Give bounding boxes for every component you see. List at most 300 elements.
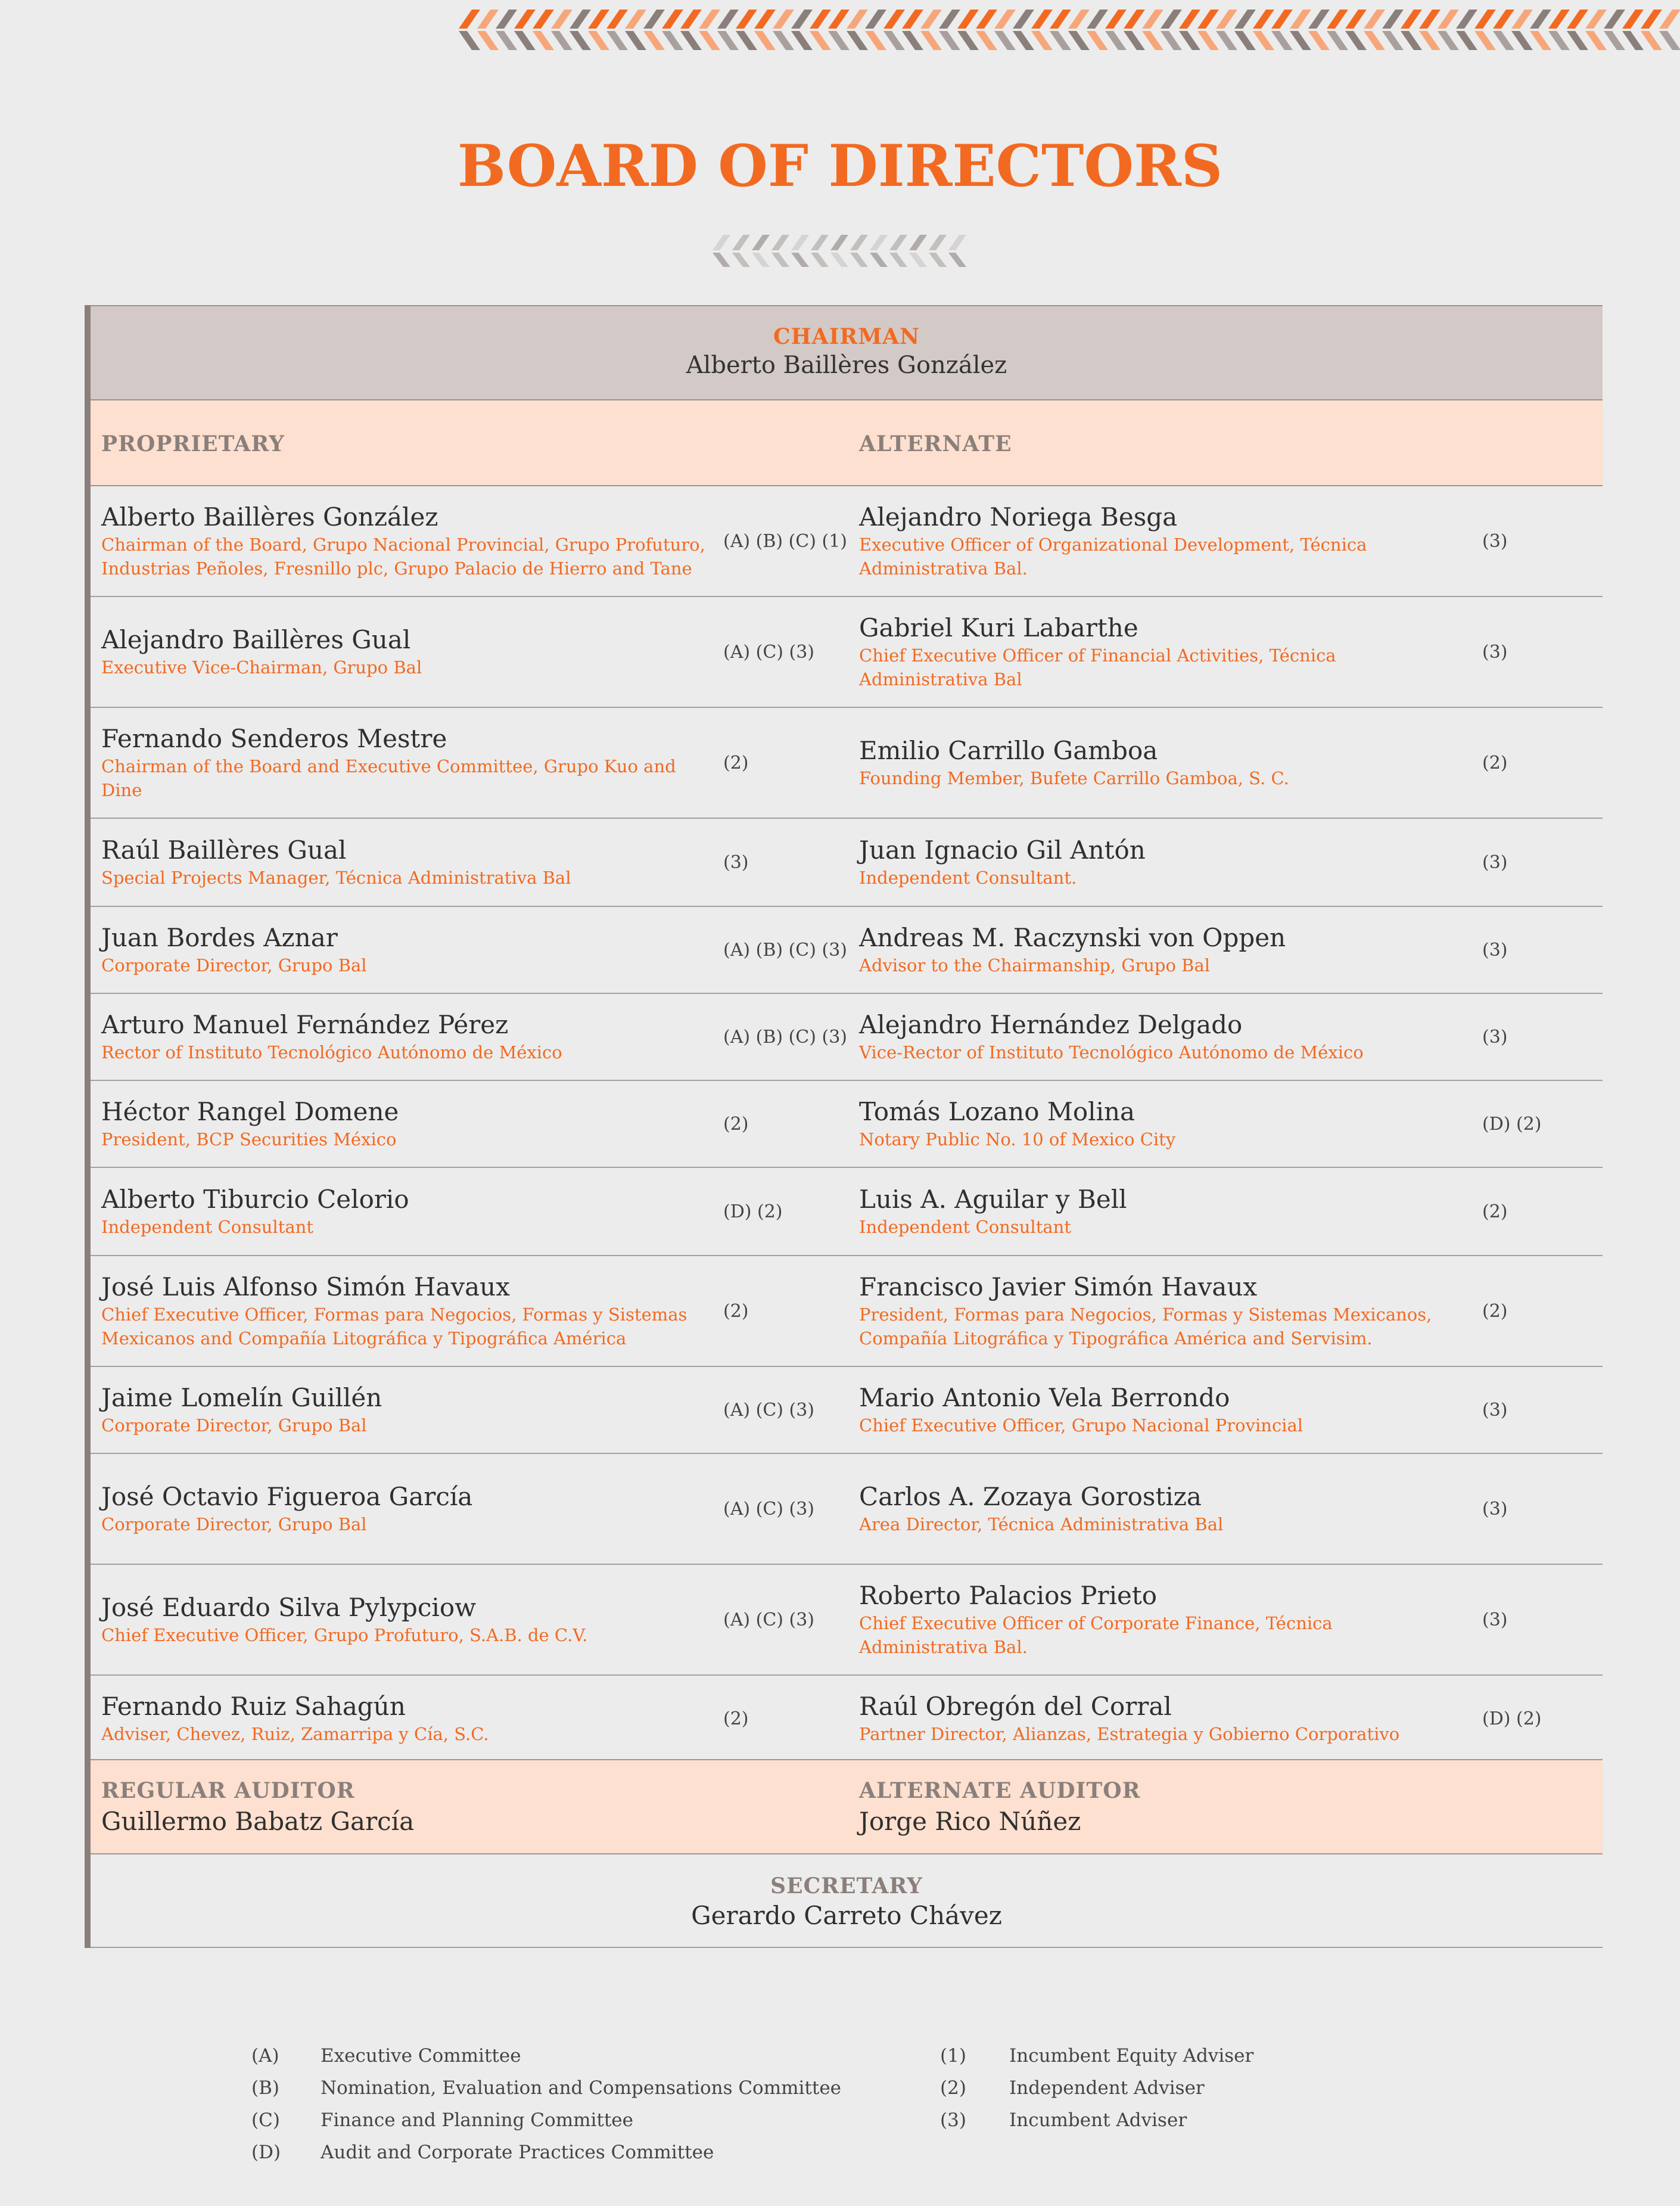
proprietary-member-name: Arturo Manuel Fernández Pérez xyxy=(101,1010,509,1039)
chevron-shape xyxy=(883,10,905,29)
proprietary-member-codes: (A) (C) (3) xyxy=(723,1498,815,1520)
alternate-member-codes: (D) (2) xyxy=(1482,1113,1542,1135)
chevron-shape xyxy=(680,10,702,29)
chevron-shape xyxy=(588,10,609,29)
proprietary-member-role: Adviser, Chevez, Ruiz, Zamarripa y Cía, S.C. xyxy=(101,1724,489,1744)
chevron-shape xyxy=(713,235,730,250)
chevron-shape xyxy=(1493,31,1514,50)
chevron-shape xyxy=(1419,10,1441,29)
chevron-shape xyxy=(1622,10,1644,29)
alternate-member-name: Carlos A. Zozaya Gorostiza xyxy=(859,1482,1202,1511)
chevron-shape xyxy=(1659,10,1680,29)
alternate-member-codes: (3) xyxy=(1482,1498,1508,1520)
chevron-shape xyxy=(514,10,536,29)
chevron-shape xyxy=(870,235,888,250)
regular-auditor-name: Guillermo Babatz García xyxy=(101,1807,415,1836)
chevron-shape xyxy=(752,235,770,250)
proprietary-member-role: Independent Consultant xyxy=(101,1217,313,1237)
chevron-shape xyxy=(459,10,480,29)
chevron-shape xyxy=(514,31,536,50)
proprietary-member xyxy=(101,1081,709,1167)
chevron-shape xyxy=(1271,31,1293,50)
chevron-shape xyxy=(625,31,646,50)
chevron-shape xyxy=(976,31,997,50)
chevron-shape xyxy=(754,31,776,50)
alternate-auditor-label: ALTERNATE AUDITOR xyxy=(859,1778,1141,1803)
chevron-shape xyxy=(736,31,757,50)
proprietary-member-name: Raúl Baillères Gual xyxy=(101,835,347,865)
chevron-shape xyxy=(1474,10,1496,29)
chevron-shape xyxy=(459,31,480,50)
chevron-shape xyxy=(1530,10,1551,29)
chevron-shape xyxy=(1345,10,1367,29)
board-row xyxy=(91,486,1603,597)
column-headers xyxy=(91,400,1603,486)
chevron-shape xyxy=(643,10,665,29)
proprietary-member-codes: (A) (C) (3) xyxy=(723,641,815,663)
chevron-shape xyxy=(889,235,907,250)
chevron-shape xyxy=(889,253,907,267)
alternate-member-codes: (3) xyxy=(1482,1609,1508,1630)
chevron-shape xyxy=(1290,31,1311,50)
chevron-shape xyxy=(477,10,499,29)
chevron-shape xyxy=(717,31,739,50)
secretary-section xyxy=(91,1854,1603,1948)
chevron-shape xyxy=(1474,31,1496,50)
board-row xyxy=(91,1676,1603,1763)
chevron-shape xyxy=(1308,10,1330,29)
committees-legend-key: (D) xyxy=(251,2142,281,2163)
chevron-shape xyxy=(1142,10,1163,29)
alternate-member-name: Tomás Lozano Molina xyxy=(859,1097,1135,1126)
proprietary-member-codes: (2) xyxy=(723,752,749,773)
chevron-shape xyxy=(1105,10,1127,29)
chevron-shape xyxy=(732,253,750,267)
alternate-member xyxy=(859,1367,1455,1453)
alternate-member-codes: (3) xyxy=(1482,852,1508,873)
chevron-shape xyxy=(1308,31,1330,50)
chevron-shape xyxy=(1382,10,1404,29)
chevron-shape xyxy=(1548,10,1570,29)
alternate-member-name: Luis A. Aguilar y Bell xyxy=(859,1185,1127,1214)
chevron-shape xyxy=(810,10,831,29)
alternate-member xyxy=(859,486,1455,596)
proprietary-member-codes: (A) (C) (3) xyxy=(723,1609,815,1630)
chevron-shape xyxy=(1087,31,1108,50)
chevron-shape xyxy=(477,31,499,50)
alternate-member-role: Chief Executive Officer, Grupo Nacional Provincial xyxy=(859,1415,1303,1436)
chevron-shape xyxy=(1604,10,1625,29)
chevron-shape xyxy=(1234,31,1256,50)
board-row xyxy=(91,994,1603,1081)
proprietary-member xyxy=(101,819,709,906)
proprietary-member-role: Corporate Director, Grupo Bal xyxy=(101,1514,367,1534)
chevron-shape xyxy=(1161,31,1182,50)
chevron-shape xyxy=(902,10,923,29)
chevron-shape xyxy=(791,10,813,29)
alternate-member-codes: (3) xyxy=(1482,939,1508,961)
chevron-shape xyxy=(929,235,947,250)
chevron-shape xyxy=(1585,10,1607,29)
chevron-shape xyxy=(1548,31,1570,50)
chevron-shape xyxy=(902,31,923,50)
chevron-shape xyxy=(606,31,628,50)
chairman-section xyxy=(91,305,1603,400)
title-chevron-ornament xyxy=(705,230,979,272)
advisers-legend-text: Incumbent Equity Adviser xyxy=(1009,2045,1254,2067)
committees-legend-text: Audit and Corporate Practices Committee xyxy=(321,2142,714,2163)
chevron-shape xyxy=(771,235,789,250)
chevron-shape xyxy=(865,10,886,29)
chevron-shape xyxy=(1585,31,1607,50)
chevron-shape xyxy=(1659,31,1680,50)
auditors-section xyxy=(91,1759,1603,1854)
chevron-shape xyxy=(1438,31,1459,50)
alternate-member-role: Independent Consultant. xyxy=(859,868,1077,888)
chevron-shape xyxy=(909,253,927,267)
chevron-shape xyxy=(1234,10,1256,29)
chevron-shape xyxy=(811,253,829,267)
chevron-shape xyxy=(1105,31,1127,50)
proprietary-member-role: Corporate Director, Grupo Bal xyxy=(101,1415,367,1436)
chevron-shape xyxy=(717,10,739,29)
proprietary-member-role: Chief Executive Officer, Formas para Negocios, Formas y Sistemas Mexicanos and Compañía Litográfica y Tipográfica América xyxy=(101,1304,687,1349)
chevron-shape xyxy=(909,235,927,250)
chevron-shape xyxy=(870,253,888,267)
alternate-member xyxy=(859,1676,1455,1761)
chevron-shape xyxy=(957,10,979,29)
chairman-name: Alberto Baillères González xyxy=(686,352,1007,379)
chevron-shape xyxy=(830,235,848,250)
chevron-shape xyxy=(496,10,517,29)
alternate-member xyxy=(859,1256,1455,1366)
proprietary-member xyxy=(101,994,709,1080)
alternate-member-codes: (3) xyxy=(1482,530,1508,552)
proprietary-member-role: Special Projects Manager, Técnica Administrativa Bal xyxy=(101,868,571,888)
alternate-member-role: Chief Executive Officer of Corporate Finance, Técnica Administrativa Bal. xyxy=(859,1613,1333,1657)
chevron-shape xyxy=(680,31,702,50)
chevron-shape xyxy=(828,31,850,50)
chevron-shape xyxy=(1345,31,1367,50)
chevron-shape xyxy=(1124,10,1145,29)
proprietary-member-name: Jaime Lomelín Guillén xyxy=(101,1383,382,1412)
chevron-shape xyxy=(994,10,1016,29)
chevron-shape xyxy=(1493,10,1514,29)
top-chevron-ornament xyxy=(453,5,1680,54)
proprietary-header: PROPRIETARY xyxy=(101,431,285,456)
proprietary-member-codes: (2) xyxy=(723,1300,749,1322)
alternate-member-name: Andreas M. Raczynski von Oppen xyxy=(859,923,1286,952)
chevron-shape xyxy=(939,10,960,29)
proprietary-member-codes: (A) (B) (C) (3) xyxy=(723,939,847,961)
chevron-shape xyxy=(771,253,789,267)
committees-legend-text: Finance and Planning Committee xyxy=(321,2109,634,2131)
proprietary-member-name: José Eduardo Silva Pylypciow xyxy=(101,1593,477,1622)
chevron-shape xyxy=(850,253,868,267)
chevron-shape xyxy=(1401,10,1422,29)
alternate-member-role: Independent Consultant xyxy=(859,1217,1071,1237)
alternate-member-role: President, Formas para Negocios, Formas y Sistemas Mexicanos, Compañía Litográfica y Tipográfica América and Servisim. xyxy=(859,1304,1432,1349)
proprietary-member-codes: (A) (B) (C) (1) xyxy=(723,530,847,552)
proprietary-member-name: Fernando Ruiz Sahagún xyxy=(101,1692,406,1721)
chevron-shape xyxy=(865,31,886,50)
proprietary-member xyxy=(101,486,709,596)
proprietary-member xyxy=(101,1565,709,1674)
proprietary-member xyxy=(101,1367,709,1453)
advisers-legend-text: Incumbent Adviser xyxy=(1009,2109,1187,2131)
chevron-shape xyxy=(830,253,848,267)
alternate-member-codes: (3) xyxy=(1482,1026,1508,1048)
chevron-shape xyxy=(1364,10,1385,29)
alternate-auditor-name: Jorge Rico Núñez xyxy=(859,1807,1081,1836)
chevron-shape xyxy=(1622,31,1644,50)
chevron-shape xyxy=(1216,10,1237,29)
board-row xyxy=(91,597,1603,708)
proprietary-member-codes: (2) xyxy=(723,1113,749,1135)
alternate-member-name: Francisco Javier Simón Havaux xyxy=(859,1272,1258,1301)
chevron-shape xyxy=(1068,31,1090,50)
alternate-member xyxy=(859,907,1455,993)
chevron-shape xyxy=(939,31,960,50)
advisers-legend-key: (3) xyxy=(940,2109,966,2131)
chairman-label: CHAIRMAN xyxy=(773,324,920,349)
chevron-shape xyxy=(1604,31,1625,50)
alternate-member-name: Roberto Palacios Prieto xyxy=(859,1581,1158,1610)
chevron-shape xyxy=(1456,31,1477,50)
chevron-shape xyxy=(994,31,1016,50)
proprietary-member-codes: (A) (C) (3) xyxy=(723,1399,815,1421)
proprietary-member xyxy=(101,597,709,707)
chevron-shape xyxy=(496,31,517,50)
chevron-shape xyxy=(1327,10,1348,29)
chevron-shape xyxy=(1327,31,1348,50)
alternate-member-role: Partner Director, Alianzas, Estrategia y Gobierno Corporativo xyxy=(859,1724,1400,1744)
proprietary-member xyxy=(101,708,709,818)
proprietary-member-role: Chairman of the Board and Executive Committee, Grupo Kuo and Dine xyxy=(101,756,676,800)
advisers-legend-text: Independent Adviser xyxy=(1009,2077,1205,2099)
chevron-shape xyxy=(754,10,776,29)
alternate-member xyxy=(859,1081,1455,1167)
proprietary-member xyxy=(101,907,709,993)
board-row xyxy=(91,1168,1603,1256)
proprietary-member-role: Chief Executive Officer, Grupo Profuturo, S.A.B. de C.V. xyxy=(101,1625,588,1645)
chevron-shape xyxy=(847,10,868,29)
chevron-shape xyxy=(551,10,573,29)
alternate-member xyxy=(859,597,1455,707)
chevron-shape xyxy=(791,235,809,250)
proprietary-member xyxy=(101,1676,709,1761)
chevron-shape xyxy=(752,253,770,267)
chevron-shape xyxy=(1382,31,1404,50)
chevron-shape xyxy=(732,235,750,250)
chevron-shape xyxy=(883,31,905,50)
alternate-header: ALTERNATE xyxy=(859,431,1012,456)
chevron-shape xyxy=(1031,31,1053,50)
chevron-shape xyxy=(1290,10,1311,29)
alternate-member-codes: (2) xyxy=(1482,752,1508,773)
secretary-label: SECRETARY xyxy=(770,1873,923,1899)
alternate-member-name: Emilio Carrillo Gamboa xyxy=(859,736,1158,765)
secretary-name: Gerardo Carreto Chávez xyxy=(691,1901,1002,1930)
alternate-member xyxy=(859,994,1455,1080)
alternate-member-role: Area Director, Técnica Administrativa Bal xyxy=(859,1514,1224,1534)
board-row xyxy=(91,907,1603,994)
proprietary-member-codes: (D) (2) xyxy=(723,1201,783,1222)
board-row xyxy=(91,1565,1603,1676)
chevron-shape xyxy=(1253,31,1274,50)
chevron-shape xyxy=(1253,10,1274,29)
chevron-shape xyxy=(662,10,683,29)
chevron-shape xyxy=(662,31,683,50)
alternate-member-name: Raúl Obregón del Corral xyxy=(859,1692,1172,1721)
chevron-shape xyxy=(791,31,813,50)
chevron-shape xyxy=(1179,31,1200,50)
chevron-shape xyxy=(699,10,720,29)
chevron-shape xyxy=(588,31,609,50)
proprietary-member-name: Fernando Senderos Mestre xyxy=(101,724,447,753)
chevron-shape xyxy=(847,31,868,50)
board-row xyxy=(91,1367,1603,1454)
chevron-shape xyxy=(1124,31,1145,50)
chevron-shape xyxy=(570,10,591,29)
board-row xyxy=(91,1081,1603,1168)
chevron-shape xyxy=(736,10,757,29)
chevron-shape xyxy=(1050,10,1071,29)
alternate-member-codes: (2) xyxy=(1482,1201,1508,1222)
proprietary-member-codes: (2) xyxy=(723,1708,749,1729)
chevron-shape xyxy=(948,253,966,267)
chevron-shape xyxy=(948,235,966,250)
proprietary-member-name: José Luis Alfonso Simón Havaux xyxy=(101,1272,510,1301)
chevron-shape xyxy=(533,10,554,29)
chevron-shape xyxy=(850,235,868,250)
proprietary-member-name: Alejandro Baillères Gual xyxy=(101,625,411,654)
chevron-shape xyxy=(1161,10,1182,29)
chevron-shape xyxy=(1197,10,1219,29)
chevron-shape xyxy=(929,253,947,267)
alternate-member-role: Chief Executive Officer of Financial Activities, Técnica Administrativa Bal xyxy=(859,645,1336,689)
committees-legend-key: (B) xyxy=(251,2077,279,2099)
alternate-member-role: Notary Public No. 10 of Mexico City xyxy=(859,1129,1176,1149)
chevron-shape xyxy=(570,31,591,50)
alternate-member xyxy=(859,819,1455,906)
alternate-member-codes: (D) (2) xyxy=(1482,1708,1542,1729)
chevron-shape xyxy=(1401,31,1422,50)
alternate-member xyxy=(859,1565,1455,1674)
board-row xyxy=(91,819,1603,907)
chevron-shape xyxy=(1419,31,1441,50)
chevron-shape xyxy=(1013,31,1034,50)
proprietary-member-role: Chairman of the Board, Grupo Nacional Provincial, Grupo Profuturo, Industrias Peñoles, Fresnillo plc, Grupo Palacio de Hierro and Tane xyxy=(101,535,705,579)
board-row xyxy=(91,708,1603,819)
chevron-shape xyxy=(713,253,730,267)
chevron-shape xyxy=(1031,10,1053,29)
chevron-shape xyxy=(976,10,997,29)
chevron-shape xyxy=(1641,31,1662,50)
alternate-member-codes: (2) xyxy=(1482,1300,1508,1322)
chevron-shape xyxy=(791,253,809,267)
alternate-member xyxy=(859,1454,1455,1564)
proprietary-member xyxy=(101,1168,709,1255)
chevron-shape xyxy=(625,10,646,29)
committees-legend-key: (C) xyxy=(251,2109,280,2131)
chevron-shape xyxy=(773,31,794,50)
committees-legend-text: Nomination, Evaluation and Compensations Committee xyxy=(321,2077,842,2099)
alternate-member-name: Mario Antonio Vela Berrondo xyxy=(859,1383,1230,1412)
proprietary-member-name: Alberto Tiburcio Celorio xyxy=(101,1185,409,1214)
board-row xyxy=(91,1454,1603,1565)
chevron-shape xyxy=(828,10,850,29)
chevron-shape xyxy=(957,31,979,50)
proprietary-member xyxy=(101,1256,709,1366)
proprietary-member-codes: (3) xyxy=(723,852,749,873)
chevron-shape xyxy=(1050,31,1071,50)
chevron-shape xyxy=(920,31,942,50)
proprietary-member xyxy=(101,1454,709,1564)
regular-auditor-label: REGULAR AUDITOR xyxy=(101,1778,355,1803)
chevron-shape xyxy=(1456,10,1477,29)
chevron-shape xyxy=(810,31,831,50)
chevron-shape xyxy=(1530,31,1551,50)
chevron-shape xyxy=(551,31,573,50)
chevron-shape xyxy=(606,10,628,29)
chevron-shape xyxy=(920,10,942,29)
chevron-shape xyxy=(1567,10,1588,29)
advisers-legend-key: (2) xyxy=(940,2077,966,2099)
board-table xyxy=(85,305,1603,1948)
alternate-member-name: Juan Ignacio Gil Antón xyxy=(859,835,1146,865)
proprietary-member-name: Alberto Baillères González xyxy=(101,502,438,532)
chevron-shape xyxy=(699,31,720,50)
committees-legend-key: (A) xyxy=(251,2045,279,2067)
chevron-shape xyxy=(1271,10,1293,29)
alternate-member-name: Alejandro Noriega Besga xyxy=(859,502,1178,532)
proprietary-member-name: José Octavio Figueroa García xyxy=(101,1482,473,1511)
chevron-shape xyxy=(1641,10,1662,29)
proprietary-member-name: Juan Bordes Aznar xyxy=(101,923,338,952)
chevron-shape xyxy=(1438,10,1459,29)
chevron-shape xyxy=(811,235,829,250)
alternate-member-role: Executive Officer of Organizational Development, Técnica Administrativa Bal. xyxy=(859,535,1367,579)
chevron-shape xyxy=(533,31,554,50)
proprietary-member-codes: (A) (B) (C) (3) xyxy=(723,1026,847,1048)
chevron-shape xyxy=(773,10,794,29)
chevron-shape xyxy=(1068,10,1090,29)
alternate-member-name: Alejandro Hernández Delgado xyxy=(859,1010,1243,1039)
proprietary-member-role: Rector of Instituto Tecnológico Autónomo de México xyxy=(101,1042,562,1062)
chevron-shape xyxy=(1013,10,1034,29)
chevron-shape xyxy=(1087,10,1108,29)
chevron-shape xyxy=(1142,31,1163,50)
chevron-shape xyxy=(643,31,665,50)
chevron-shape xyxy=(1216,31,1237,50)
chevron-shape xyxy=(1567,31,1588,50)
alternate-member-codes: (3) xyxy=(1482,641,1508,663)
chevron-shape xyxy=(1511,10,1533,29)
proprietary-member-role: President, BCP Securities México xyxy=(101,1129,397,1149)
alternate-member-role: Founding Member, Bufete Carrillo Gamboa, S. C. xyxy=(859,768,1289,788)
proprietary-member-role: Corporate Director, Grupo Bal xyxy=(101,955,367,975)
proprietary-member-role: Executive Vice-Chairman, Grupo Bal xyxy=(101,657,422,678)
chevron-shape xyxy=(1179,10,1200,29)
chevron-shape xyxy=(1511,31,1533,50)
alternate-member xyxy=(859,708,1455,818)
alternate-member-role: Advisor to the Chairmanship, Grupo Bal xyxy=(859,955,1211,975)
page-title: BOARD OF DIRECTORS xyxy=(457,132,1223,200)
alternate-member xyxy=(859,1168,1455,1255)
alternate-member-name: Gabriel Kuri Labarthe xyxy=(859,613,1138,642)
board-row xyxy=(91,1256,1603,1367)
